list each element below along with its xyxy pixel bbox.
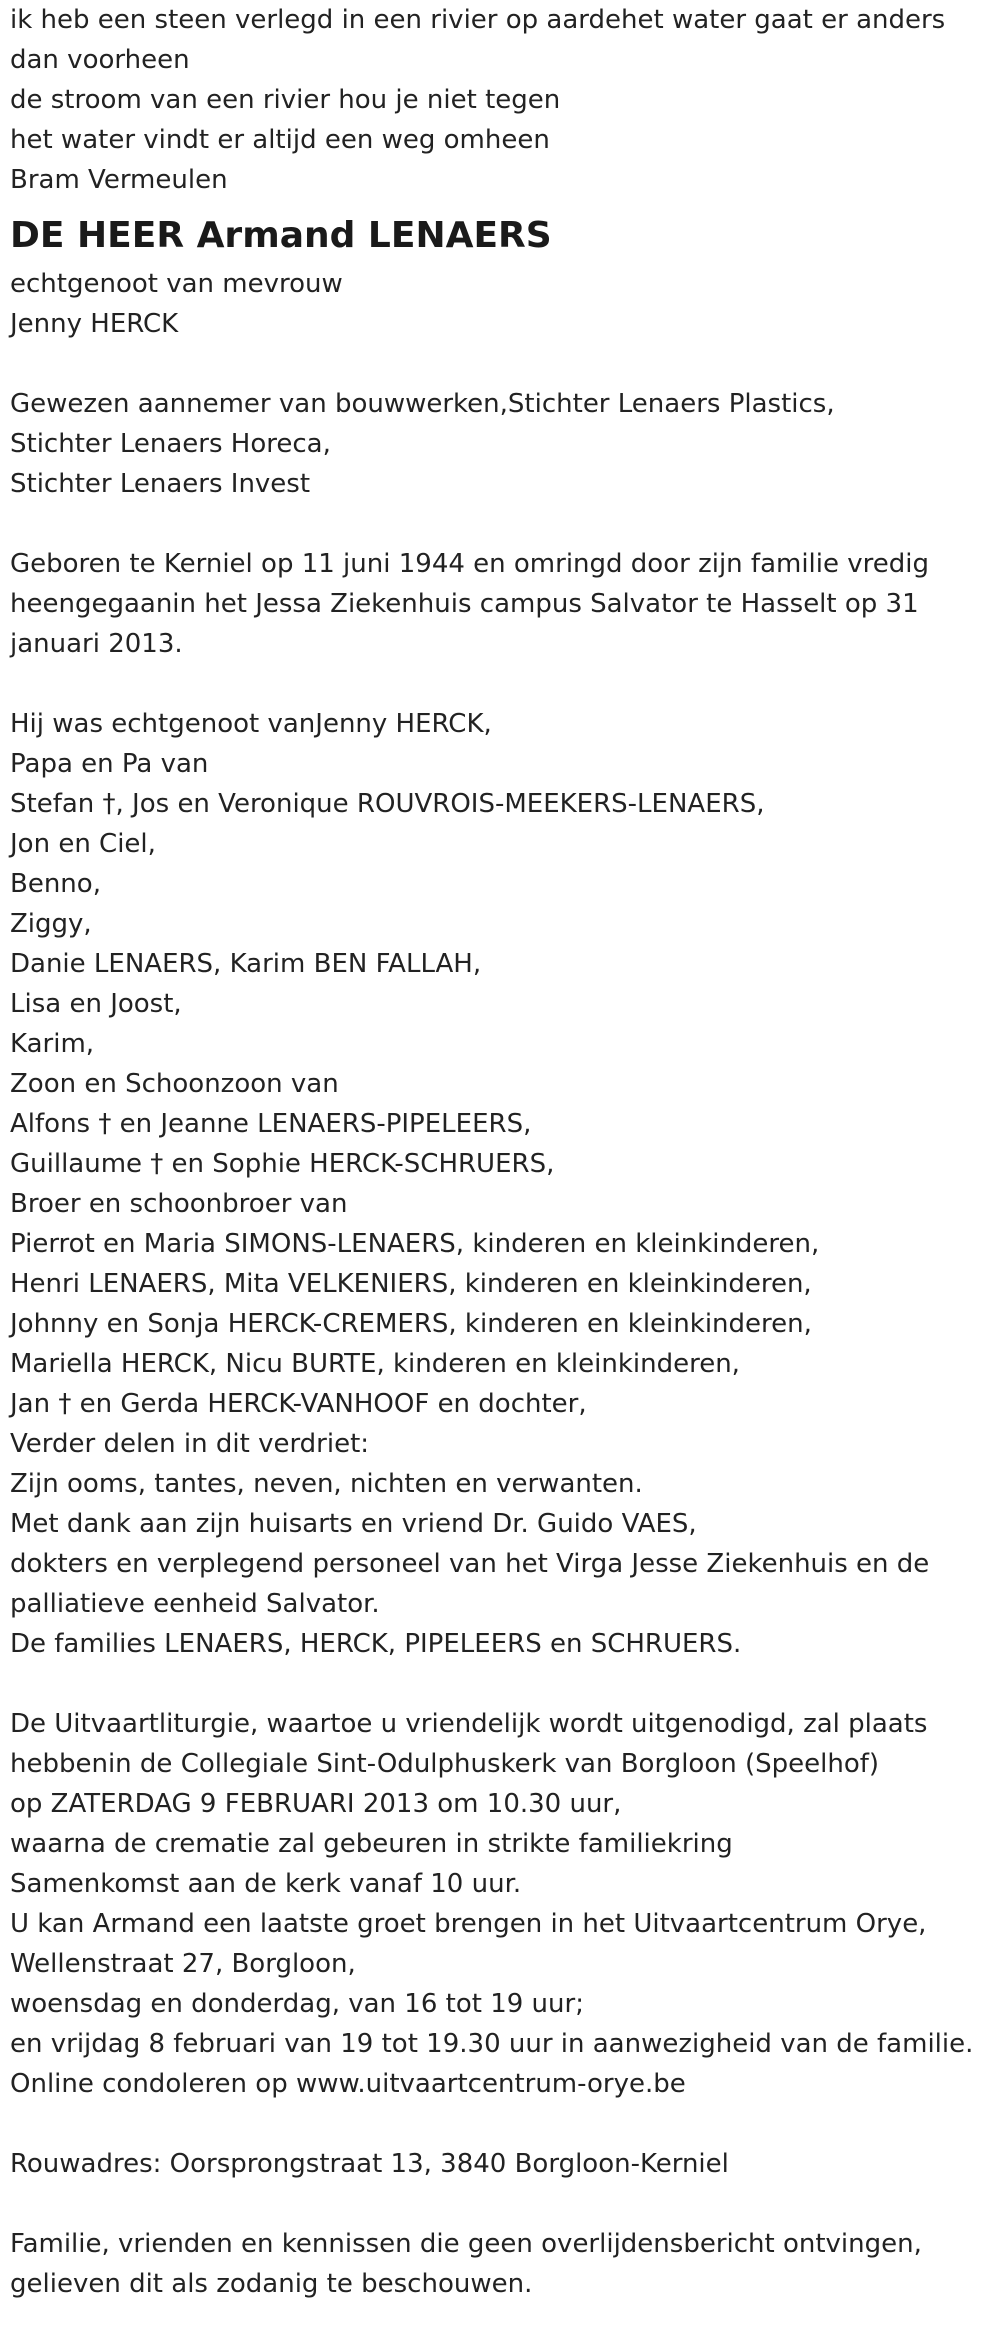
- family-line: Lisa en Joost,: [10, 989, 182, 1019]
- motto-line: het water vindt er altijd een weg omheen: [10, 125, 550, 155]
- funeral-section: [10, 1704, 985, 2104]
- spacer: [10, 504, 985, 544]
- career-section: [10, 384, 985, 504]
- birth-line: Geboren te Kerniel op 11 juni 1944 en omringd door zijn familie vredig: [10, 549, 929, 579]
- spouse-line: Jenny HERCK: [10, 309, 179, 339]
- motto-line: ik heb een steen verlegd in een rivier op aardehet water gaat er anders: [10, 5, 946, 35]
- deceased-name-heading: DE HEER Armand LENAERS: [10, 215, 552, 256]
- birth-line: heengegaanin het Jessa Ziekenhuis campus Salvator te Hasselt op 31: [10, 589, 919, 619]
- mourning-address: Rouwadres: Oorsprongstraat 13, 3840 Borgloon-Kerniel: [10, 2149, 729, 2179]
- funeral-line: op ZATERDAG 9 FEBRUARI 2013 om 10.30 uur,: [10, 1789, 622, 1819]
- funeral-line: woensdag en donderdag, van 16 tot 19 uur;: [10, 1989, 584, 2019]
- spacer: [10, 2184, 985, 2224]
- family-line: Pierrot en Maria SIMONS-LENAERS, kinderen en kleinkinderen,: [10, 1229, 820, 1259]
- family-line: Papa en Pa van: [10, 749, 209, 779]
- family-line: Jan † en Gerda HERCK-VANHOOF en dochter,: [10, 1389, 587, 1419]
- family-line: Danie LENAERS, Karim BEN FALLAH,: [10, 949, 482, 979]
- spacer: [10, 2104, 985, 2144]
- motto-line: de stroom van een rivier hou je niet tegen: [10, 85, 561, 115]
- spacer: [10, 344, 985, 384]
- family-line: De families LENAERS, HERCK, PIPELEERS en SCHRUERS.: [10, 1629, 742, 1659]
- funeral-line: Wellenstraat 27, Borgloon,: [10, 1949, 356, 1979]
- closing-line: gelieven dit als zodanig te beschouwen.: [10, 2269, 533, 2299]
- funeral-line: hebbenin de Collegiale Sint-Odulphuskerk van Borgloon (Speelhof): [10, 1749, 880, 1779]
- family-line: Guillaume † en Sophie HERCK-SCHRUERS,: [10, 1149, 555, 1179]
- family-line: Met dank aan zijn huisarts en vriend Dr. Guido VAES,: [10, 1509, 697, 1539]
- spouse-line: echtgenoot van mevrouw: [10, 269, 343, 299]
- family-line: Zijn ooms, tantes, neven, nichten en verwanten.: [10, 1469, 643, 1499]
- spouse-section: [10, 264, 985, 344]
- closing-section: [10, 2224, 985, 2304]
- family-section: [10, 704, 985, 1664]
- family-line: Jon en Ciel,: [10, 829, 156, 859]
- family-line: Zoon en Schoonzoon van: [10, 1069, 339, 1099]
- motto-author: Bram Vermeulen: [10, 165, 228, 195]
- career-line: Stichter Lenaers Horeca,: [10, 429, 331, 459]
- spacer: [10, 1664, 985, 1704]
- family-line: dokters en verplegend personeel van het Virga Jesse Ziekenhuis en de: [10, 1549, 930, 1579]
- family-line: Stefan †, Jos en Veronique ROUVROIS-MEEKERS-LENAERS,: [10, 789, 765, 819]
- funeral-line: U kan Armand een laatste groet brengen in het Uitvaartcentrum Orye,: [10, 1909, 927, 1939]
- closing-line: Familie, vrienden en kennissen die geen overlijdensbericht ontvingen,: [10, 2229, 922, 2259]
- career-line: Gewezen aannemer van bouwwerken,Stichter Lenaers Plastics,: [10, 389, 835, 419]
- funeral-line: en vrijdag 8 februari van 19 tot 19.30 uur in aanwezigheid van de familie.: [10, 2029, 974, 2059]
- family-line: Benno,: [10, 869, 101, 899]
- family-line: Henri LENAERS, Mita VELKENIERS, kinderen en kleinkinderen,: [10, 1269, 812, 1299]
- family-line: Mariella HERCK, Nicu BURTE, kinderen en kleinkinderen,: [10, 1349, 740, 1379]
- family-line: Broer en schoonbroer van: [10, 1189, 348, 1219]
- family-line: Alfons † en Jeanne LENAERS-PIPELEERS,: [10, 1109, 532, 1139]
- career-line: Stichter Lenaers Invest: [10, 469, 311, 499]
- family-line: Karim,: [10, 1029, 95, 1059]
- spacer: [10, 664, 985, 704]
- funeral-line: waarna de crematie zal gebeuren in strikte familiekring: [10, 1829, 733, 1859]
- family-line: Ziggy,: [10, 909, 92, 939]
- family-line: Hij was echtgenoot vanJenny HERCK,: [10, 709, 492, 739]
- funeral-line: Samenkomst aan de kerk vanaf 10 uur.: [10, 1869, 522, 1899]
- motto-section: [10, 0, 985, 200]
- family-line: palliatieve eenheid Salvator.: [10, 1589, 380, 1619]
- funeral-line: De Uitvaartliturgie, waartoe u vriendelijk wordt uitgenodigd, zal plaats: [10, 1709, 928, 1739]
- birth-death-section: [10, 544, 985, 664]
- family-line: Verder delen in dit verdriet:: [10, 1429, 370, 1459]
- family-line: Johnny en Sonja HERCK-CREMERS, kinderen en kleinkinderen,: [10, 1309, 812, 1339]
- condolence-link-line: Online condoleren op www.uitvaartcentrum-orye.be: [10, 2069, 686, 2099]
- birth-line: januari 2013.: [10, 629, 183, 659]
- motto-line: dan voorheen: [10, 45, 190, 75]
